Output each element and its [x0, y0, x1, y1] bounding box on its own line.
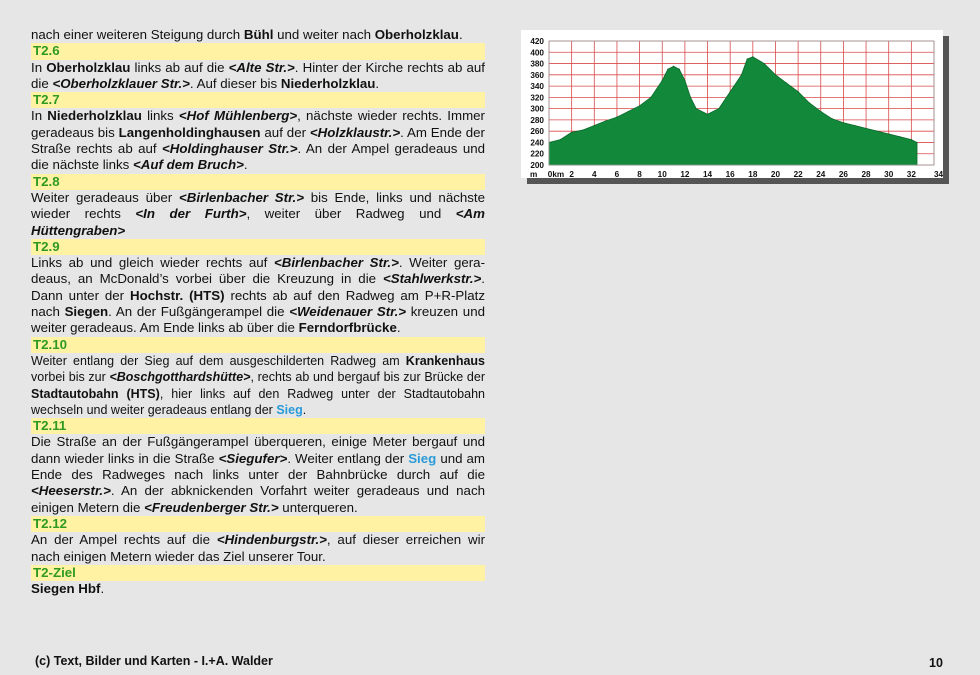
x-tick-label: 32 [906, 170, 916, 179]
text-run: Weiter geradeaus über [31, 189, 179, 205]
text-run: auf der [260, 124, 310, 140]
x-tick-label: 34 [934, 170, 944, 179]
elevation-point [747, 58, 748, 59]
highlighted-term: <Weidenauer Str.> [289, 304, 407, 320]
y-tick-label: 340 [530, 82, 544, 92]
x-tick-label: 8 [637, 170, 642, 179]
x-tick-label: 16 [725, 170, 735, 179]
elevation-point [605, 120, 606, 121]
stage-paragraph [31, 581, 485, 597]
highlighted-term: Oberholzklau [46, 59, 131, 75]
elevation-point [798, 91, 799, 92]
elevation-point [679, 69, 680, 70]
page-number: 10 [929, 656, 943, 670]
elevation-point [911, 139, 912, 140]
x-tick-label: 24 [816, 170, 826, 179]
elevation-profile-svg [521, 30, 949, 184]
elevation-point [741, 74, 742, 75]
text-run: Weiter entlang der Sieg auf dem ausgeschilderten Radweg am [31, 353, 406, 368]
x-tick-label: 14 [702, 170, 713, 179]
x-tick-label: 12 [680, 170, 690, 179]
y-tick-label: 280 [530, 115, 544, 125]
text-run: In [31, 59, 47, 75]
highlighted-term: Krankenhaus [405, 353, 485, 368]
y-tick-label: 380 [530, 59, 544, 69]
elevation-point [809, 102, 810, 103]
highlighted-term: Niederholzklau [47, 108, 142, 124]
text-run: , rechts ab und bergauf bis zur Brücke der [250, 370, 485, 385]
elevation-point [594, 125, 595, 126]
elevation-point [684, 80, 685, 81]
elevation-point [628, 111, 629, 112]
elevation-point [916, 142, 917, 143]
x-tick-label: 10 [657, 170, 667, 179]
elevation-point [616, 116, 617, 117]
y-tick-label: 220 [530, 149, 544, 159]
highlighted-term: Langenholdinghausen [118, 124, 261, 140]
elevation-point [786, 83, 787, 84]
text-run: . [302, 402, 307, 417]
x-tick-label: 0km [547, 170, 565, 179]
highlighted-term: <Stahlwerkstr.> [382, 271, 482, 287]
text-run: . [243, 157, 248, 173]
text-run: rechts ab auf den Radweg am P+R-Platz nach [31, 287, 485, 320]
y-tick-label: 260 [530, 127, 544, 137]
x-tick-label: 18 [748, 170, 758, 179]
elevation-point [831, 118, 832, 119]
elevation-point [843, 122, 844, 123]
highlighted-term: <Hindenburgstr.> [216, 532, 327, 548]
stage-heading: T2.7 [31, 92, 485, 108]
elevation-point [662, 80, 663, 81]
text-run: nach einer weiteren Steigung durch [31, 27, 244, 42]
elevation-point [650, 97, 651, 98]
highlighted-term: <Freudenberger Str.> [144, 499, 279, 515]
highlighted-term: Bühl [243, 27, 274, 42]
text-run: , auf dieser erreichen wir nach einigen Metern wieder das Ziel unserer Tour. [31, 532, 486, 564]
elevation-point [877, 131, 878, 132]
y-tick-label: 420 [530, 37, 544, 46]
text-run: Die Straße an der Fußgängerampel überqueren, einige Meter bergauf und dann wieder links in die Straße [31, 434, 485, 466]
elevation-point [690, 97, 691, 98]
stage-paragraph [31, 532, 485, 565]
highlighted-term: <Alte Str.> [228, 59, 295, 75]
y-tick-label: 300 [530, 104, 544, 114]
elevation-point [854, 125, 855, 126]
text-run: . An der abknickenden Vorfahrt weiter geradeaus und nach einigen Metern die [31, 483, 485, 515]
stage-heading: T2.12 [31, 516, 485, 532]
stage-heading: T2.11 [31, 418, 485, 434]
elevation-point [820, 111, 821, 112]
x-tick-label: 26 [838, 170, 848, 179]
y-tick-label: 400 [530, 48, 544, 58]
text-run: unterqueren. [278, 499, 358, 515]
text-run: vorbei bis zur [31, 370, 110, 385]
highlighted-term: <Heeserstr.> [31, 483, 111, 499]
route-description [31, 27, 485, 597]
text-run: . Dann unter der [31, 271, 485, 303]
x-tick-label: 4 [592, 170, 597, 179]
text-run: , weiter über Radweg und [246, 206, 456, 222]
copyright-footer: (c) Text, Bilder und Karten - I.+A. Walder [35, 654, 273, 668]
text-run: . Auf dieser bis [189, 75, 281, 91]
text-run: Links ab und gleich wieder rechts auf [31, 255, 274, 271]
x-tick-label: 2 [569, 170, 574, 179]
x-tick-label: 20 [770, 170, 781, 179]
stage-heading: T2.8 [31, 174, 485, 190]
text-run: . [100, 581, 105, 597]
text-run: , nächste wieder rechts. Immer geradeaus bis [31, 108, 485, 140]
highlighted-term: <Siegufer> [218, 450, 288, 466]
stage-heading: T2.6 [31, 43, 485, 59]
highlighted-term: Hochstr. (HTS) [130, 287, 225, 303]
highlighted-term: <Birlenbacher Str.> [178, 189, 304, 205]
y-tick-label: 200 [530, 161, 544, 170]
text-run: . An der Ampel geradeaus und die nächste links [31, 141, 485, 173]
elevation-point [696, 108, 697, 109]
highlighted-term: <Holdinghauser Str.> [162, 141, 298, 157]
text-run: . An der Fußgängerampel die [108, 304, 290, 320]
highlighted-term: Siegen [64, 304, 109, 320]
highlighted-term: <In der Furth> [135, 206, 247, 222]
highlighted-term: Oberholzklau [374, 27, 459, 42]
highlighted-term: <Auf dem Bruch> [133, 157, 244, 173]
stage-paragraph [31, 434, 485, 515]
text-run: . [396, 320, 401, 336]
text-run: , hier links auf den Radweg unter der Stadtautobahn wechseln und weiter geradeaus entlang der [31, 386, 485, 417]
stage-paragraph [31, 353, 485, 418]
elevation-point [667, 69, 668, 70]
highlighted-term: <Boschgotthardshütte> [109, 370, 251, 385]
stage-heading: T2.9 [31, 239, 485, 255]
highlighted-term: <Oberholzklauer Str.> [52, 75, 190, 91]
highlighted-term: Niederholzklau [280, 75, 376, 91]
river-name: Sieg [408, 450, 437, 466]
highlighted-term: Stadtautobahn (HTS) [31, 386, 160, 401]
elevation-point [582, 129, 583, 130]
text-run: bis Ende, links und nächste wieder rechts [31, 189, 485, 222]
elevation-point [730, 91, 731, 92]
highlighted-term: <Am Hüttengraben> [31, 206, 485, 238]
text-run: links [141, 108, 179, 124]
highlighted-term: <Birlenbacher Str.> [273, 255, 399, 271]
y-tick-label: 240 [530, 138, 544, 148]
text-run: und weiter nach [273, 27, 375, 42]
elevation-point [571, 132, 572, 133]
highlighted-term: <Hof Mühlenberg> [178, 108, 298, 124]
text-run: . Weiter geradeaus, an McDonald’s vorbei über die Kreuzung in die [31, 255, 486, 287]
text-run: In [31, 108, 48, 124]
highlighted-term: Siegen Hbf [31, 581, 101, 597]
elevation-point [764, 63, 765, 64]
x-tick-label: 6 [614, 170, 620, 179]
text-run: und am Ende des Radweges nach links unter der Bahnbrücke durch auf die [31, 450, 486, 483]
x-tick-label: 28 [861, 170, 871, 179]
elevation-point [707, 114, 708, 115]
elevation-point [718, 108, 719, 109]
intro-paragraph [31, 27, 485, 43]
elevation-point [673, 66, 674, 67]
text-run: An der Ampel rechts auf die [31, 532, 217, 548]
text-run: . [375, 75, 380, 91]
text-run: . Weiter entlang der [287, 450, 409, 466]
river-name: Sieg [276, 402, 303, 417]
stage-paragraph [31, 60, 485, 93]
highlighted-term: Ferndorfbrücke [298, 320, 397, 336]
text-run: . Am Ende der Straße rechts ab auf [31, 124, 485, 157]
text-run: kreuzen und weiter geradeaus. Am Ende links ab über die [31, 304, 485, 336]
elevation-point [888, 133, 889, 134]
elevation-point [899, 136, 900, 137]
y-tick-label: 320 [530, 93, 544, 103]
stage-heading: T2.10 [31, 337, 485, 353]
text-run: . Hinter der Kirche rechts ab auf die [31, 59, 485, 91]
elevation-profile-chart [521, 30, 949, 184]
x-tick-label: 22 [793, 170, 803, 179]
x-tick-label: 30 [884, 170, 894, 179]
highlighted-term: <Holzklaustr.> [309, 124, 401, 140]
y-tick-label: 360 [530, 70, 544, 80]
elevation-point [639, 105, 640, 106]
text-run: links ab auf die [130, 59, 229, 75]
stage-paragraph [31, 190, 485, 239]
elevation-point [752, 56, 753, 57]
stage-heading: T2-Ziel [31, 565, 485, 581]
stage-paragraph [31, 108, 485, 173]
elevation-point [775, 74, 776, 75]
elevation-point [560, 139, 561, 140]
y-axis-unit-label: m [530, 170, 538, 179]
elevation-point [865, 128, 866, 129]
stage-paragraph [31, 255, 485, 336]
text-run: . [458, 27, 463, 42]
